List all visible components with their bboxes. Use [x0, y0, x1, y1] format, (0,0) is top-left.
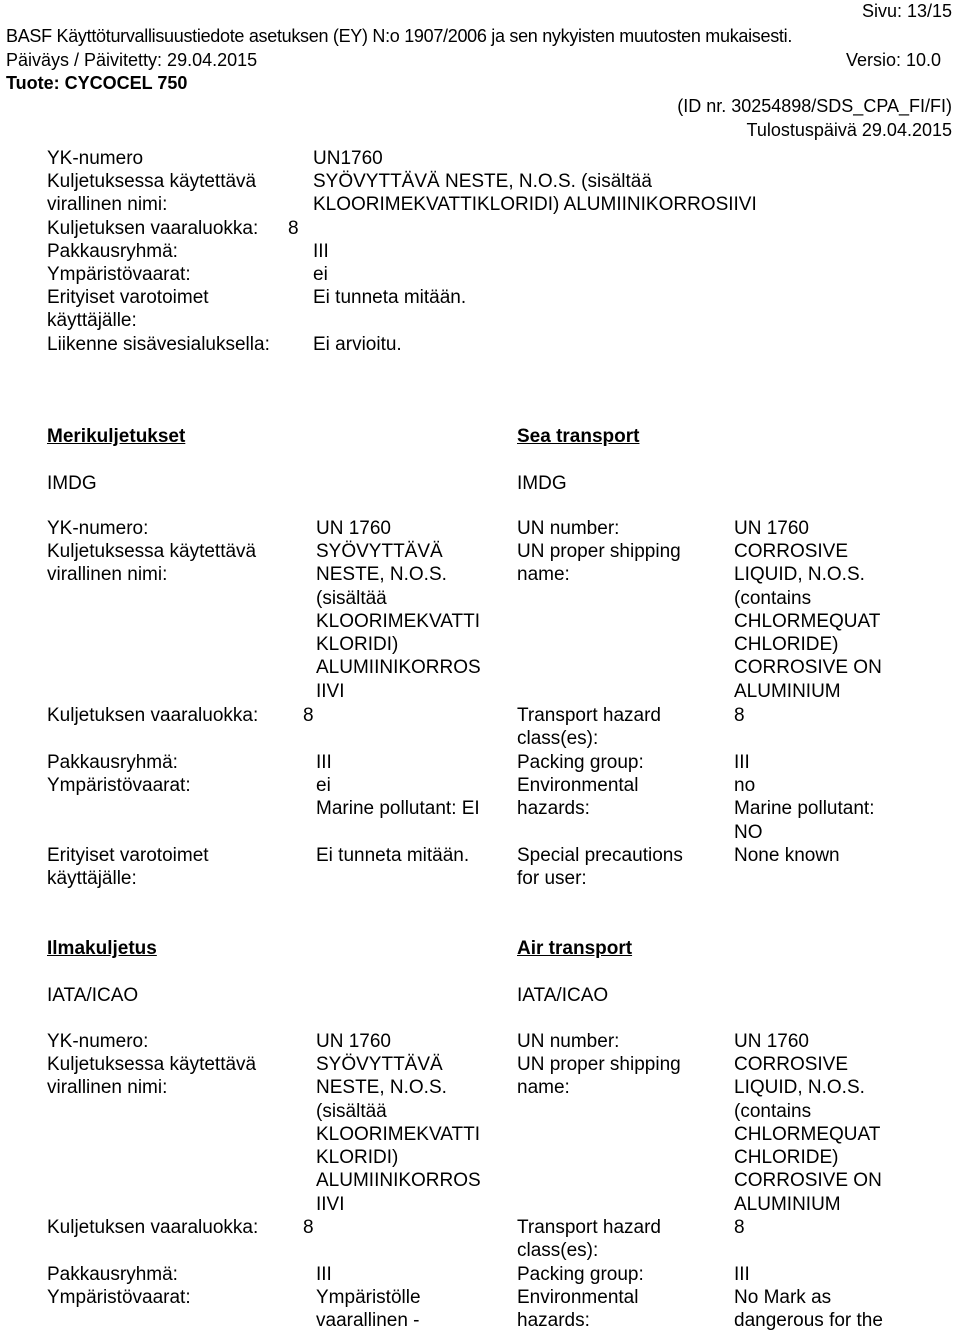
- inland-pg-label: Pakkausryhmä:: [47, 241, 178, 262]
- air-code-en: IATA/ICAO: [517, 985, 609, 1006]
- sea-label-en: Transport hazard class(es):: [517, 705, 661, 750]
- inland-class-label: Kuljetuksen vaaraluokka:: [47, 218, 259, 239]
- sea-code-en: IMDG: [517, 473, 567, 494]
- inland-class-value: 8: [288, 218, 299, 239]
- sea-value-en: None known: [734, 845, 840, 866]
- version: Versio: 10.0: [846, 50, 942, 70]
- air-label-fi: YK-numero:: [47, 1031, 149, 1052]
- inland-name-value: SYÖVYTTÄVÄ NESTE, N.O.S. (sisältää KLOORIMEKVATTIKLORIDI) ALUMIINIKORROSIIVI: [313, 171, 757, 216]
- sea-label-fi: Pakkausryhmä:: [47, 752, 178, 773]
- sea-label-fi: YK-numero:: [47, 518, 149, 539]
- air-label-en: Transport hazard class(es):: [517, 1217, 661, 1262]
- air-title-en: Air transport: [517, 938, 633, 959]
- air-value-en: 8: [734, 1217, 745, 1238]
- inland-precautions-label: Erityiset varotoimet käyttäjälle:: [47, 287, 209, 332]
- sea-label-fi: Ympäristövaarat:: [47, 775, 191, 796]
- sea-label-en: Packing group:: [517, 752, 644, 773]
- inland-waterway-value: Ei arvioitu.: [313, 334, 402, 355]
- page-number: Sivu: 13/15: [861, 1, 952, 21]
- sea-value-fi: Ei tunneta mitään.: [316, 845, 470, 866]
- sea-value-fi: III: [316, 752, 332, 773]
- sea-label-fi: Kuljetuksessa käytettävä virallinen nimi:: [47, 541, 257, 586]
- sea-value-en: UN 1760: [734, 518, 809, 539]
- air-label-fi: Ympäristövaarat:: [47, 1287, 191, 1308]
- air-value-fi: Ympäristölle vaarallinen -: [316, 1287, 421, 1332]
- sea-label-fi: Erityiset varotoimet käyttäjälle:: [47, 845, 209, 890]
- inland-pg-value: III: [313, 241, 329, 262]
- air-value-en: III: [734, 1264, 750, 1285]
- air-label-en: Environmental hazards:: [517, 1287, 639, 1332]
- inland-un-value: UN1760: [313, 148, 383, 169]
- document-id: (ID nr. 30254898/SDS_CPA_FI/FI): [677, 96, 952, 116]
- air-value-en: CORROSIVE LIQUID, N.O.S. (contains CHLORMEQUAT CHLORIDE) CORROSIVE ON ALUMINIUM: [734, 1054, 882, 1215]
- air-label-fi: Kuljetuksen vaaraluokka:: [47, 1217, 259, 1238]
- sea-value-fi: UN 1760: [316, 518, 391, 539]
- inland-precautions-value: Ei tunneta mitään.: [313, 287, 467, 308]
- product-name: Tuote: CYCOCEL 750: [6, 73, 188, 93]
- air-label-fi: Kuljetuksessa käytettävä virallinen nimi:: [47, 1054, 257, 1099]
- document-title: BASF Käyttöturvallisuustiedote asetuksen (EY) N:o 1907/2006 ja sen nykyisten muutosten mukaisesti.: [6, 26, 793, 46]
- air-value-en: No Mark as dangerous for the: [734, 1287, 883, 1332]
- print-date: Tulostuspäivä 29.04.2015: [746, 120, 952, 140]
- air-value-fi: III: [316, 1264, 332, 1285]
- air-label-en: UN proper shipping name:: [517, 1054, 681, 1099]
- inland-waterway-label: Liikenne sisävesialuksella:: [47, 334, 270, 355]
- air-label-en: Packing group:: [517, 1264, 644, 1285]
- air-value-fi: UN 1760: [316, 1031, 391, 1052]
- sea-label-en: UN proper shipping name:: [517, 541, 681, 586]
- sea-label-en: Environmental hazards:: [517, 775, 639, 820]
- sea-label-en: Special precautions for user:: [517, 845, 683, 890]
- sea-label-en: UN number:: [517, 518, 620, 539]
- sea-value-fi: ei Marine pollutant: EI: [316, 775, 480, 820]
- air-value-fi: SYÖVYTTÄVÄ NESTE, N.O.S. (sisältää KLOORIMEKVATTI KLORIDI) ALUMIINIKORROS IIVI: [316, 1054, 481, 1215]
- air-value-fi: 8: [303, 1217, 314, 1238]
- sea-title-fi: Merikuljetukset: [47, 426, 186, 447]
- air-code-fi: IATA/ICAO: [47, 985, 139, 1006]
- sea-value-en: CORROSIVE LIQUID, N.O.S. (contains CHLORMEQUAT CHLORIDE) CORROSIVE ON ALUMINIUM: [734, 541, 882, 702]
- air-label-en: UN number:: [517, 1031, 620, 1052]
- inland-name-label: Kuljetuksessa käytettävä virallinen nimi:: [47, 171, 257, 216]
- revision-date: Päiväys / Päivitetty: 29.04.2015: [6, 50, 258, 70]
- sea-value-fi: 8: [303, 705, 314, 726]
- air-title-fi: Ilmakuljetus: [47, 938, 157, 959]
- sea-value-fi: SYÖVYTTÄVÄ NESTE, N.O.S. (sisältää KLOORIMEKVATTI KLORIDI) ALUMIINIKORROS IIVI: [316, 541, 481, 702]
- sea-value-en: 8: [734, 705, 745, 726]
- air-value-en: UN 1760: [734, 1031, 809, 1052]
- sea-value-en: no Marine pollutant: NO: [734, 775, 875, 843]
- sea-value-en: III: [734, 752, 750, 773]
- inland-un-label: YK-numero: [47, 148, 144, 169]
- sea-label-fi: Kuljetuksen vaaraluokka:: [47, 705, 259, 726]
- air-label-fi: Pakkausryhmä:: [47, 1264, 178, 1285]
- inland-env-label: Ympäristövaarat:: [47, 264, 191, 285]
- sea-code-fi: IMDG: [47, 473, 97, 494]
- inland-env-value: ei: [313, 264, 328, 285]
- sea-title-en: Sea transport: [517, 426, 640, 447]
